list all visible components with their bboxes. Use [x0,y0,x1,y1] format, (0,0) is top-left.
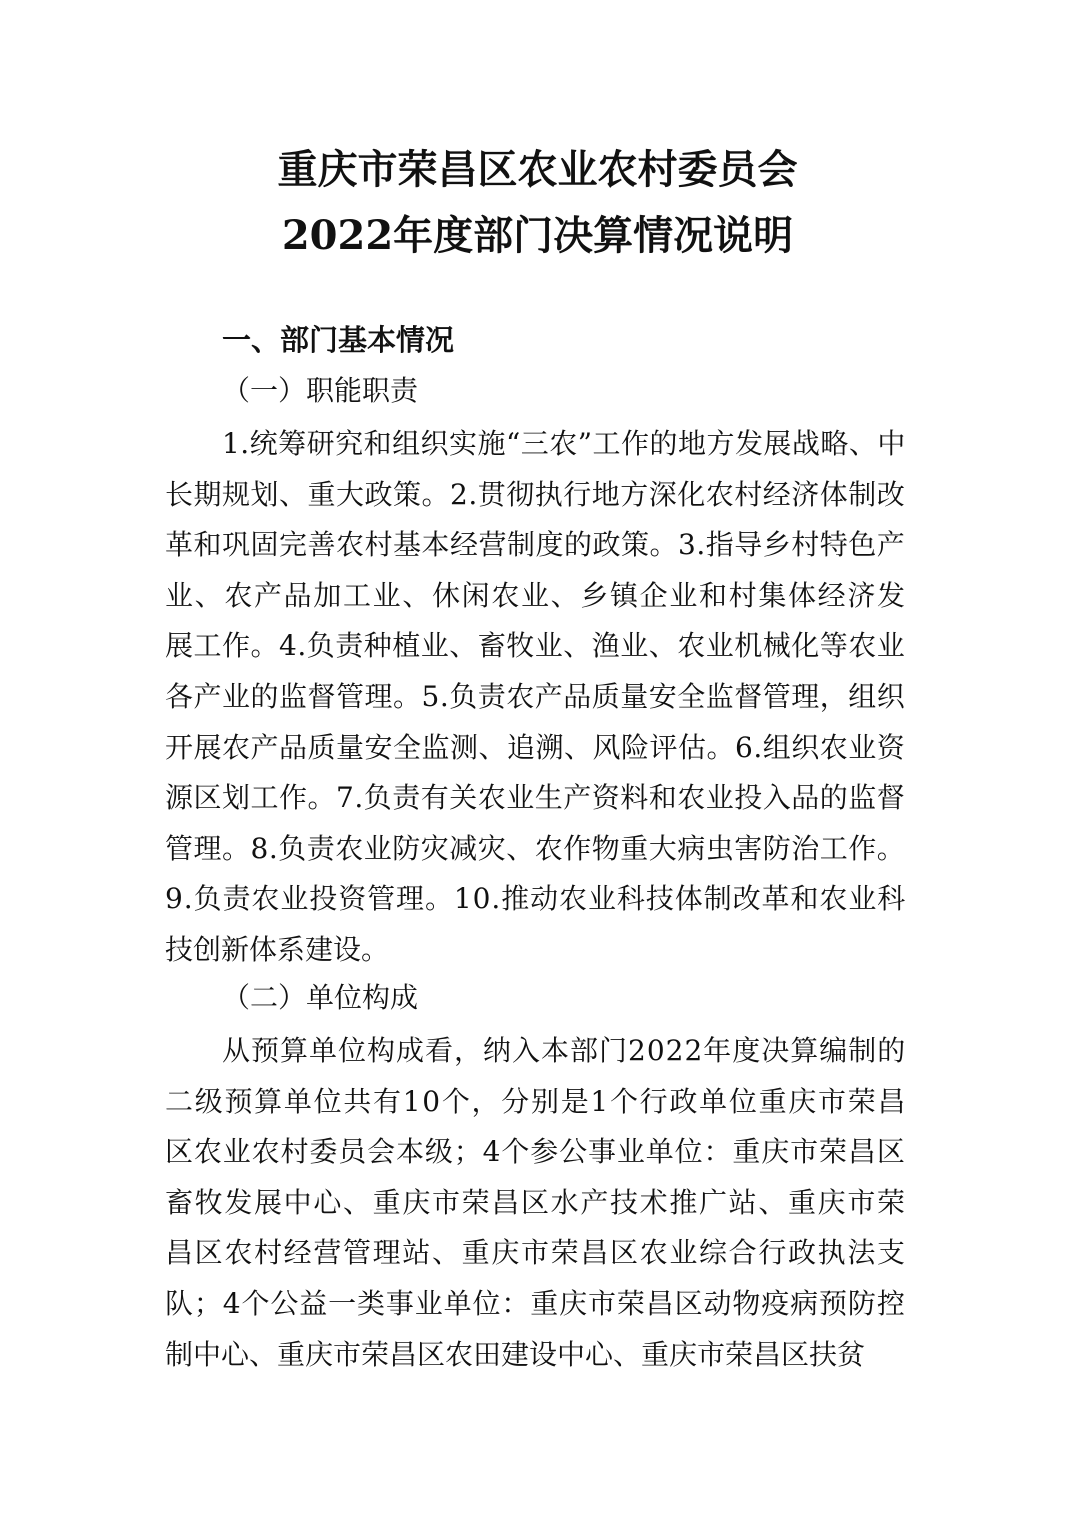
document-title-line1: 重庆市荣昌区农业农村委员会 [277,146,798,193]
paragraph-line: 队；4个公益一类事业单位：重庆市荣昌区动物疫病预防控 [165,1287,906,1320]
paragraph-line: 二级预算单位共有10个，分别是1个行政单位重庆市荣昌 [165,1084,908,1118]
paragraph-line: 各产业的监督管理。5.负责农产品质量安全监督管理，组织 [165,680,906,713]
paragraph-line: 管理。8.负责农业防灾减灾、农作物重大病虫害防治工作。 [165,831,906,865]
paragraph-line: 畜牧发展中心、重庆市荣昌区水产技术推广站、重庆市荣 [165,1185,907,1219]
paragraph-line: 源区划工作。7.负责有关农业生产资料和农业投入品的监督 [165,781,906,815]
subsection-heading-functions: （一）职能职责 [222,374,419,407]
paragraph-line: 开展农产品质量安全监测、追溯、风险评估。6.组织农业资 [165,730,906,764]
paragraph-line: 区农业农村委员会本级；4个参公事业单位：重庆市荣昌区 [165,1135,906,1169]
paragraph-line: 从预算单位构成看，纳入本部门2022年度决算编制的 [222,1034,907,1067]
document-title-line2: 2022年度部门决算情况说明 [281,212,794,259]
paragraph-line: 昌区农村经营管理站、重庆市荣昌区农业综合行政执法支 [165,1236,907,1270]
paragraph-line: 技创新体系建设。 [165,933,390,966]
paragraph-line: 制中心、重庆市荣昌区农田建设中心、重庆市荣昌区扶贫 [165,1337,866,1371]
paragraph-line: 1.统筹研究和组织实施“三农”工作的地方发展战略、中 [222,427,906,460]
paragraph-line: 业、农产品加工业、休闲农业、乡镇企业和村集体经济发 [165,578,907,612]
subsection-heading-units: （二）单位构成 [222,981,419,1014]
paragraph-line: 9.负责农业投资管理。10.推动农业科技体制改革和农业科 [165,882,907,916]
paragraph-line: 展工作。4.负责种植业、畜牧业、渔业、农业机械化等农业 [165,629,906,663]
section-heading-basic-info: 一、部门基本情况 [222,323,455,357]
paragraph-line: 长期规划、重大政策。2.贯彻执行地方深化农村经济体制改 [165,477,906,511]
paragraph-line: 革和巩固完善农村基本经营制度的政策。3.指导乡村特色产 [165,528,906,562]
